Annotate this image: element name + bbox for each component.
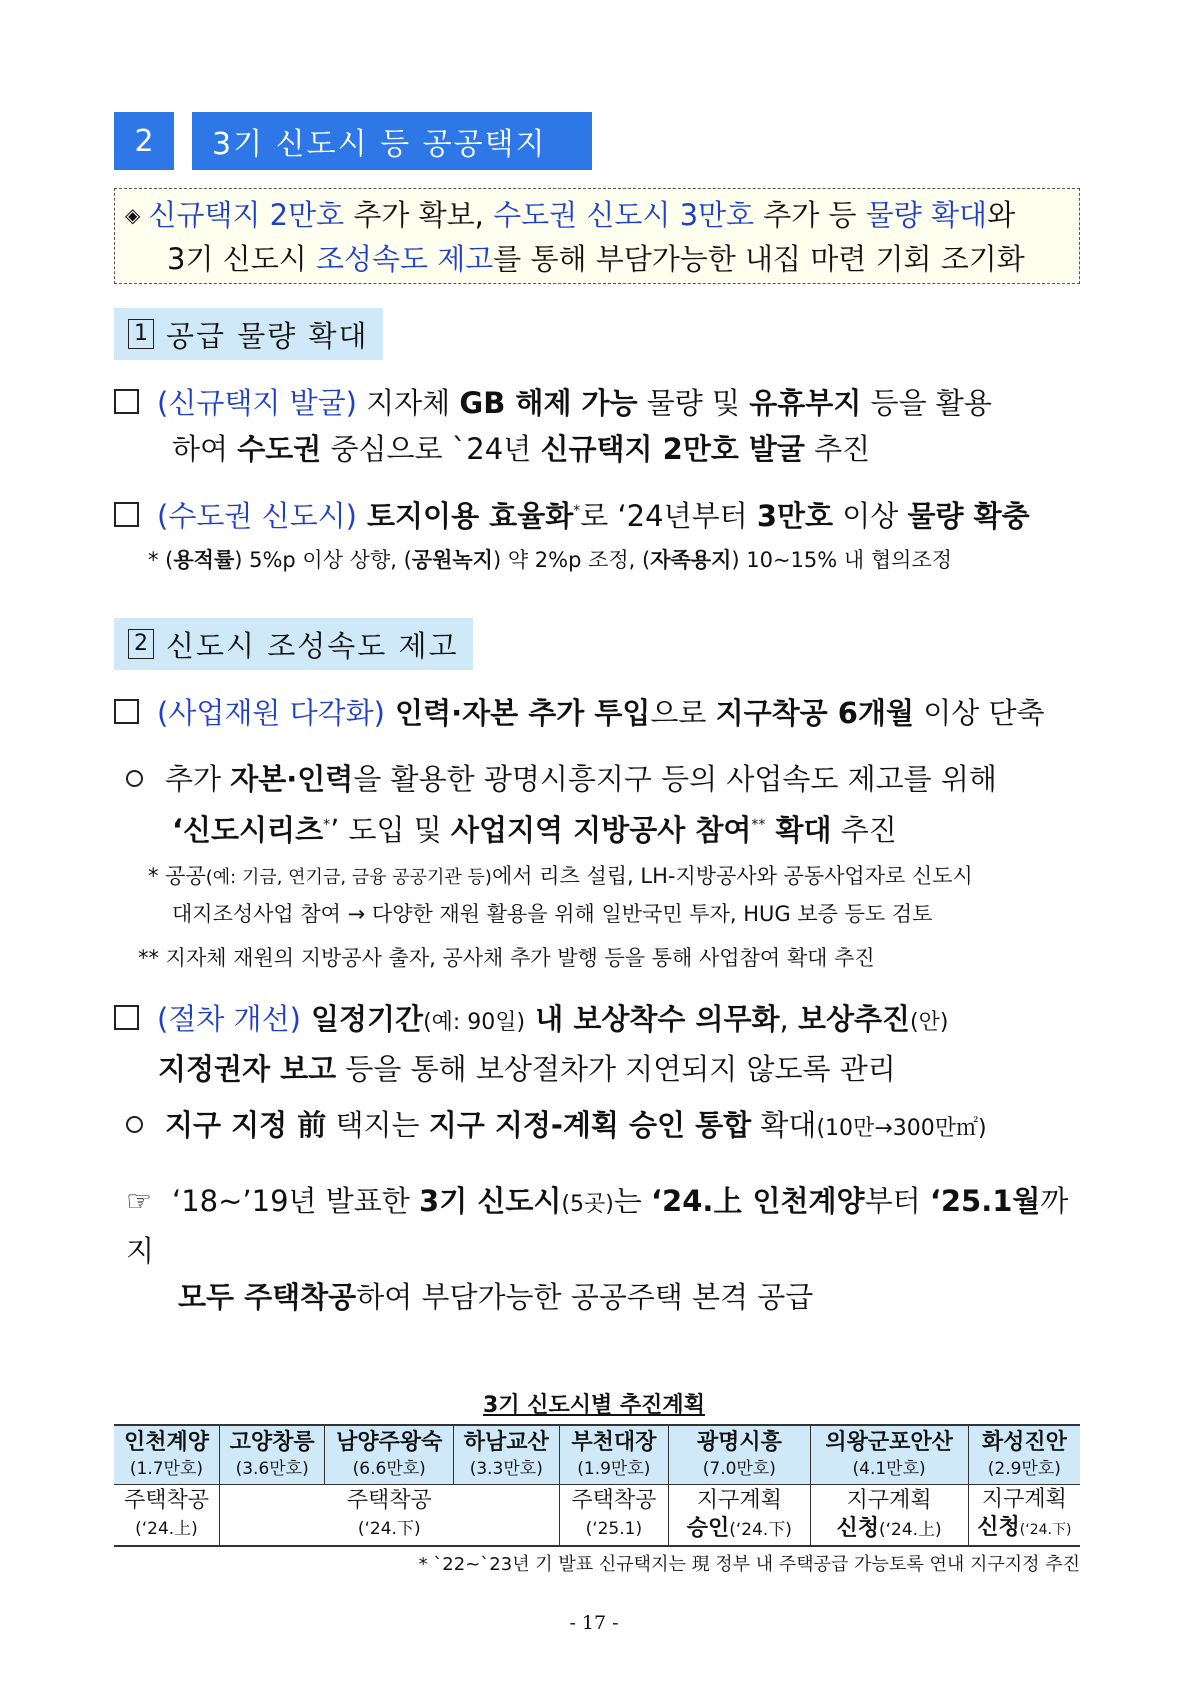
table-header-cell [454,1425,559,1485]
item-text: 중심으로 `24년 [321,432,541,466]
boxed-number: 1 [128,319,154,349]
summary-text: 를 통해 부담가능한 내집 마련 기회 조기화 [493,242,1025,276]
item-new-land [114,380,1084,472]
city-name: 고양창릉 [229,1430,315,1455]
item-text: 추진 [804,432,871,466]
table-cell [810,1485,968,1547]
note-text: 에서 리츠 설립, LH-지방공사와 공동사업자로 신도시 [491,864,973,888]
table-footnote: * `22~`23년 기 발표 신규택지는 現 정부 내 주택공급 가능토록 연내 지구지정 추진 [418,1554,1080,1575]
item-text: 이상 단축 [913,696,1045,730]
item-bold: ‘신도시리츠 [172,813,324,847]
item-bold: GB 해제 가능 [459,386,638,420]
item-funding [114,690,1084,736]
item-text: 으로 [650,696,716,730]
item-tag: (신규택지 발굴) [157,386,357,420]
item-text: 하여 부담가능한 공공주택 본격 공급 [356,1280,814,1314]
pointing-hand-icon: ☞ [126,1184,152,1218]
city-units: (6.6만호) [352,1459,426,1479]
plan-date: (‘24.下) [357,1519,421,1539]
table-cell [219,1485,559,1547]
subheading-title: 공급 물량 확대 [166,318,369,353]
plan-stage: 승인 [686,1515,730,1541]
note-text: ) 10~15% 내 협의조정 [731,548,953,572]
city-name: 인천계양 [123,1430,209,1455]
plan-date: (‘25.1) [585,1519,643,1539]
item-small: (예: 90일) [423,1010,526,1035]
item-bold: 일정기간 [300,1002,424,1036]
city-units: (1.7만호) [129,1459,204,1479]
item-small: (안) [910,1010,949,1035]
item-bold: 보상추진 [797,1002,911,1036]
item-procedure [114,996,1084,1092]
item-tag: (수도권 신도시) [157,499,357,533]
footnote-local-corp [138,940,1074,976]
table-header-cell [559,1425,669,1485]
item-tag: (사업재원 다각화) [157,696,385,730]
plan-stage: 신청 [977,1515,1020,1540]
plan-stage: 신청 [836,1515,879,1541]
summary-highlight: 물량 확대 [865,198,988,232]
table-title: 3기 신도시별 추진계획 [483,1393,705,1418]
plan-status: 지구계획 [981,1487,1067,1512]
item-bold: 3만호 [756,499,834,533]
item-text: 하여 [172,432,238,466]
summary-line-2 [125,237,1067,281]
item-text: 확대 [751,1108,817,1142]
city-name: 부천대장 [571,1430,657,1455]
page-number: - 17 - [569,1612,619,1634]
item-capital-new-town [114,488,1084,539]
table-header-row [114,1425,1080,1485]
table-header-cell [669,1425,810,1485]
table-header-cell [114,1425,219,1485]
summary-highlight: 신규택지 2만호 [148,198,345,232]
plan-date: (‘24.下) [1019,1522,1072,1538]
diamond-bullet-icon: ◈ [125,203,141,227]
note-text: * 공공 [148,864,206,888]
city-name: 의왕군포안산 [825,1430,953,1455]
item-text: 부터 [864,1184,930,1218]
checkbox-square-icon [114,1005,139,1030]
city-name: 하남교산 [463,1430,549,1455]
note-text: * ( [148,548,174,572]
note-text: ** 지자체 재원의 지방공사 출자, 공사채 추가 발행 등을 통해 사업참여 확대 추진 [138,946,875,970]
city-units: (3.6만호) [235,1459,309,1479]
note-bold: 용적률 [173,548,235,572]
item-bold: 사업지역 지방공사 참여 [451,813,752,847]
footnote-floor-area [148,542,1084,578]
item-bold: 지구 지정-계획 승인 통합 [428,1108,752,1142]
checkbox-square-icon [114,502,139,527]
plan-date: (‘24.上) [878,1519,942,1540]
footnote-reits [148,858,1084,932]
checkbox-square-icon [114,699,139,724]
plan-status: 지구계획 [846,1487,932,1513]
item-text: 지자체 [356,386,460,420]
summary-text: 추가 확보, [344,198,494,232]
city-units: (3.3만호) [469,1459,543,1479]
item-third-new-towns [126,1178,1086,1320]
footnote-mark: * [573,503,581,519]
plan-date: (‘24.上) [135,1519,198,1539]
item-text: 등을 활용 [861,386,992,420]
item-bold: 3기 신도시 [419,1184,562,1218]
note-text: ) 약 2%p 조정, ( [492,548,651,572]
item-small: (5곳) [561,1192,614,1217]
table-cell [669,1485,810,1547]
item-text: 까지 [126,1184,1069,1268]
item-bold: 지구 지정 前 [165,1108,327,1142]
city-name: 남양주왕숙 [336,1430,443,1455]
checkbox-square-icon [114,389,139,414]
city-units: (4.1만호) [852,1459,926,1479]
city-units: (1.9만호) [577,1459,651,1479]
city-name: 광명시흥 [696,1430,782,1455]
city-name: 화성진안 [981,1430,1067,1455]
new-town-plan-table [114,1424,1080,1547]
item-text: 로 ‘24년부터 [580,499,757,533]
table-header-cell [968,1425,1080,1485]
city-units: (7.0만호) [702,1459,776,1479]
summary-line-1 [125,193,1067,237]
section-header [114,112,592,170]
item-bold: 지정권자 보고 [158,1052,337,1086]
item-bold: 신규택지 2만호 발굴 [540,432,805,466]
item-bold: 내 보상착수 의무화 [525,1002,780,1036]
item-text: 물량 및 [637,386,750,420]
item-tag: (절차 개선) [157,1002,301,1036]
item-bold: 유휴부지 [749,386,862,420]
table-cell [559,1485,669,1547]
plan-status: 주택착공 [571,1488,657,1513]
subheading-speed [114,618,473,670]
circle-bullet-icon [126,1116,143,1133]
item-bold: 인력·자본 추가 투입 [384,696,651,730]
section-title: 3기 신도시 등 공공택지 [192,112,592,170]
table-cell [968,1485,1080,1547]
plan-status: 주택착공 [346,1488,432,1513]
section-number: 2 [114,112,174,170]
summary-highlight: 수도권 신도시 3만호 [493,198,755,232]
table-header-cell [325,1425,454,1485]
summary-text: 와 [987,198,1016,232]
summary-text: 3기 신도시 [167,242,316,276]
subheading-title: 신도시 조성속도 제고 [166,628,459,663]
note-small: (예: 기금, 연기금, 금융 공공기관 등) [205,867,492,888]
summary-box [114,188,1080,284]
table-header-cell [810,1425,968,1485]
item-bold: ‘25.1월 [929,1184,1041,1218]
item-bold: 수도권 [237,432,322,466]
note-bold: 공원녹지 [411,548,493,572]
item-bold: ‘24.上 인천계양 [651,1184,865,1218]
footnote-mark: ** [751,817,766,833]
summary-highlight: 조성속도 제고 [315,242,494,276]
item-bold: 지구착공 6개월 [715,696,914,730]
item-bold: 물량 확충 [907,499,1030,533]
item-text: 추진 [831,813,897,847]
city-units: (2.9만호) [987,1459,1061,1479]
table-header-cell [219,1425,324,1485]
table-cell [114,1485,219,1547]
note-bold: 자족용지 [650,548,732,572]
item-bold: 자본·인력 [230,762,354,796]
plan-status: 주택착공 [123,1488,209,1513]
item-text: ‘18~’19년 발표한 [172,1184,420,1218]
circle-bullet-icon [126,770,143,787]
plan-date: (‘24.下) [729,1519,792,1540]
item-text: ’ 도입 및 [330,813,452,847]
item-bold: 확대 [765,813,832,847]
footnote-mark: * [323,817,331,833]
note-text: ) 5%p 이상 상향, ( [234,548,412,572]
subheading-supply [114,308,383,360]
item-bold: 모두 주택착공 [178,1280,357,1314]
item-text: 을 활용한 광명시흥지구 등의 사업속도 제고를 위해 [353,762,997,796]
item-text: 택지는 [326,1108,429,1142]
item-reits [114,756,1084,853]
item-small: (10만→300만㎡) [816,1116,987,1141]
item-text: 이상 [833,499,908,533]
plan-status: 지구계획 [696,1487,782,1513]
summary-text: 추가 등 [754,198,866,232]
item-designation [114,1102,1084,1152]
boxed-number: 2 [128,629,154,659]
item-bold: 토지이용 효율화 [356,499,574,533]
item-text: 는 [613,1184,652,1218]
item-text: , [779,1002,798,1036]
item-text: 등을 통해 보상절차가 지연되지 않도록 관리 [336,1052,896,1086]
table-row [114,1485,1080,1547]
item-text: 추가 [165,762,231,796]
note-text: 대지조성사업 참여 → 다양한 재원 활용을 위해 일반국민 투자, HUG 보증 등도 검토 [172,902,933,926]
